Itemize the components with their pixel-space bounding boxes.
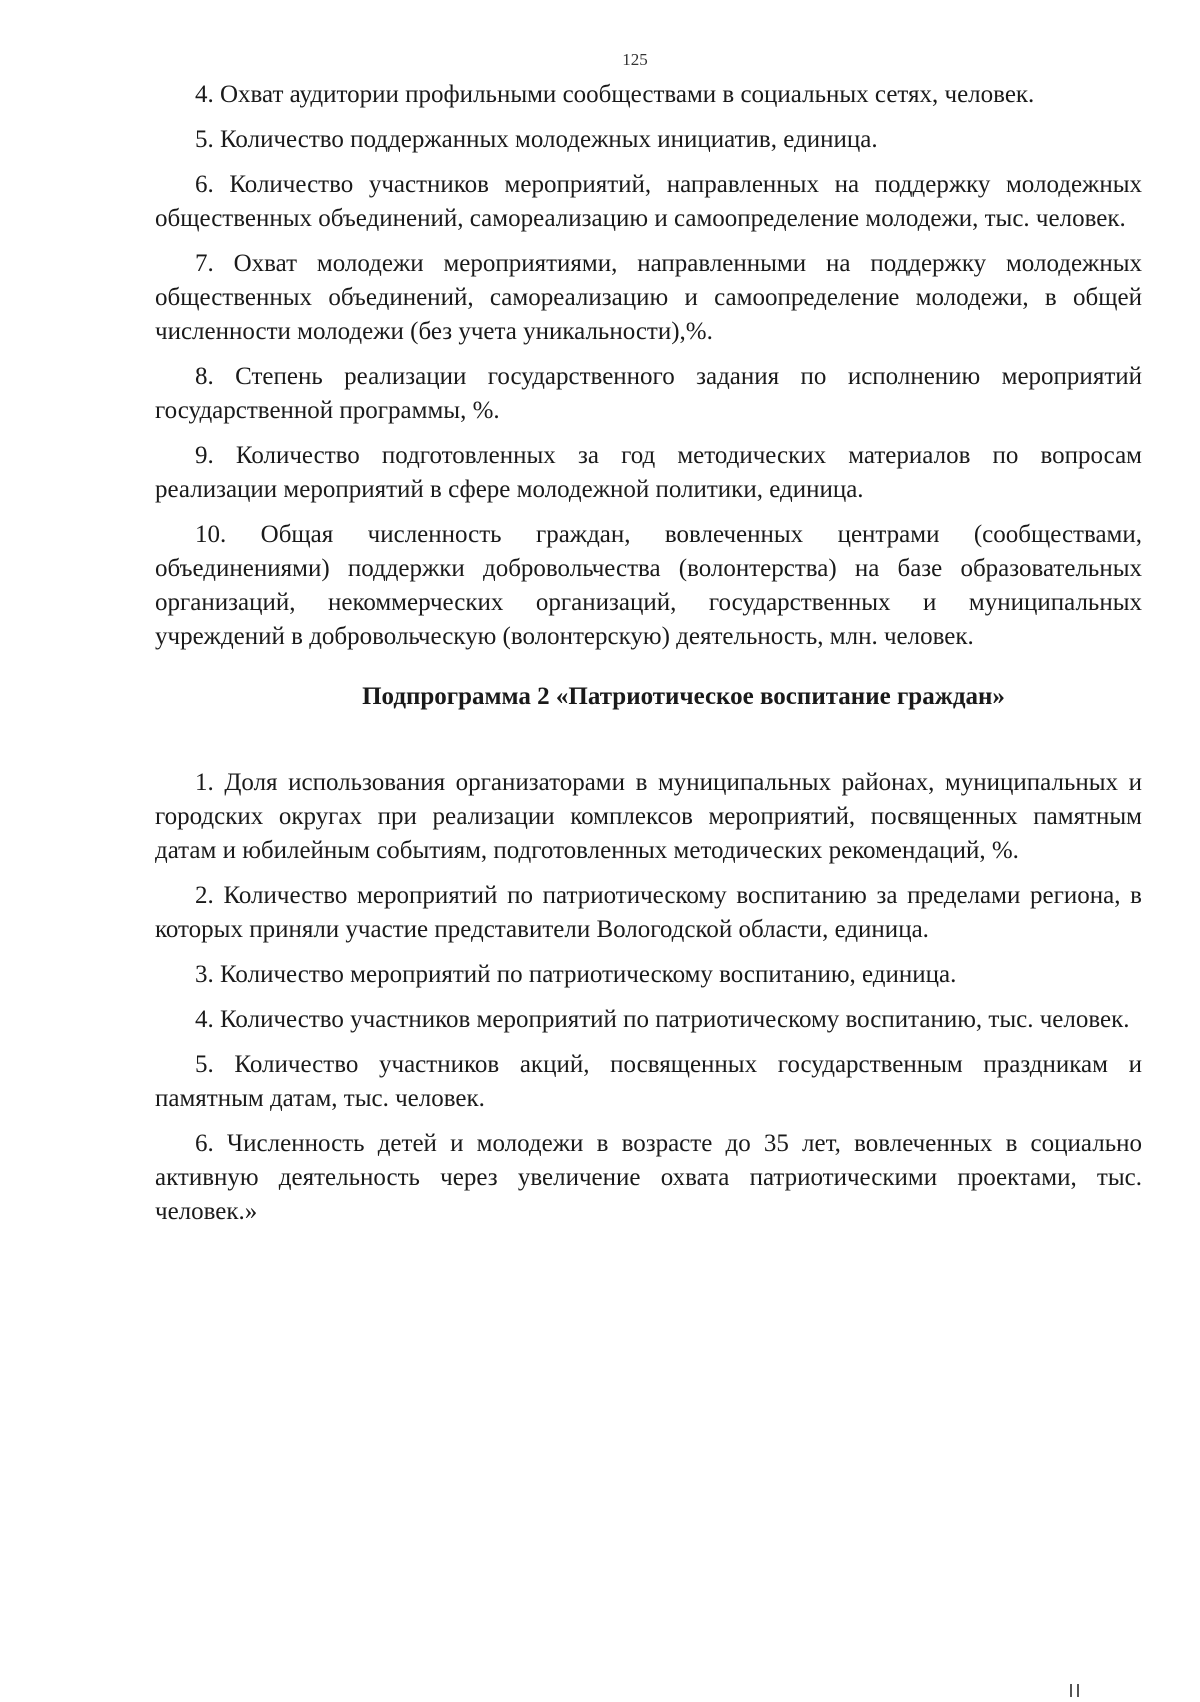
list-item: 4. Количество участников мероприятий по патриотическому воспитанию, тыс. человек. (195, 1006, 1130, 1033)
section2-list (155, 766, 1142, 1229)
list-item: 5. Количество поддержанных молодежных инициатив, единица. (195, 126, 878, 153)
list-item: 10. Общая численность граждан, вовлеченных центрами (сообществами, объединениями) поддержки добровольчества (волонтерства) на базе образовательных организаций, некоммерческих организаций, государственных и муниципальных учреждений в добровольческую (волонтерскую) деятельность, млн. человек. (155, 521, 1142, 650)
document-body (155, 78, 1142, 1240)
list-item: 3. Количество мероприятий по патриотическому воспитанию, единица. (195, 961, 957, 988)
list-item: 1. Доля использования организаторами в муниципальных районах, муниципальных и городских округах при реализации комплексов мероприятий, посвященных памятным датам и юбилейным событиям, подготовленных методических рекомендаций, %. (155, 769, 1142, 864)
list-item: 4. Охват аудитории профильными сообществами в социальных сетях, человек. (195, 81, 1035, 108)
list-item: 6. Количество участников мероприятий, направленных на поддержку молодежных общественных объединений, самореализацию и самоопределение молодежи, тыс. человек. (155, 171, 1142, 232)
scan-mark (1070, 1684, 1084, 1697)
list-item: 7. Охват молодежи мероприятиями, направленными на поддержку молодежных общественных объединений, самореализацию и самоопределение молодежи, в общей численности молодежи (без учета уникальности),%. (155, 250, 1142, 345)
subprogram-heading: Подпрограмма 2 «Патриотическое воспитание граждан» (362, 683, 1005, 710)
list-item: 9. Количество подготовленных за год методических материалов по вопросам реализации мероприятий в сфере молодежной политики, единица. (155, 442, 1142, 503)
page-number: 125 (622, 50, 648, 69)
section1-list (155, 78, 1142, 654)
list-item: 2. Количество мероприятий по патриотическому воспитанию за пределами региона, в которых приняли участие представители Вологодской области, единица. (155, 882, 1142, 943)
list-item: 6. Численность детей и молодежи в возрасте до 35 лет, вовлеченных в социально активную деятельность через увеличение охвата патриотическими проектами, тыс. человек.» (155, 1130, 1142, 1225)
list-item: 8. Степень реализации государственного задания по исполнению мероприятий государственной программы, %. (155, 363, 1142, 424)
list-item: 5. Количество участников акций, посвященных государственным праздникам и памятным датам, тыс. человек. (155, 1051, 1142, 1112)
